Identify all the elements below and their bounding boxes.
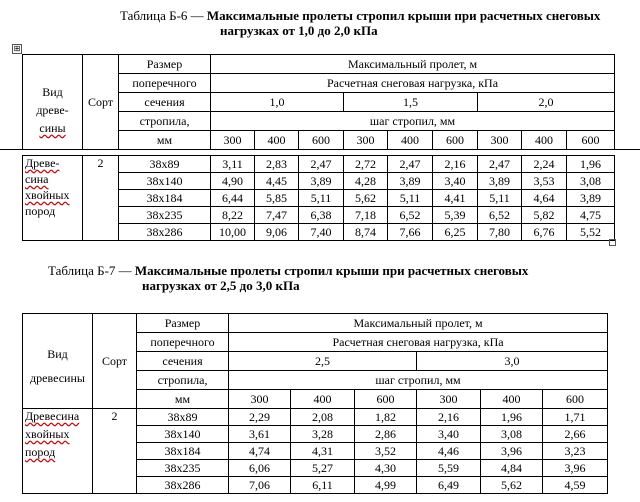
size-cell: 38х235	[137, 460, 229, 477]
span-value-cell: 9,06	[255, 224, 299, 241]
size-header-line: сечения	[119, 93, 211, 112]
step-header: шаг стропил, мм	[211, 112, 615, 131]
grade-cell: 2	[93, 409, 137, 494]
span-value-cell: 3,40	[417, 426, 481, 443]
spacing-header: 300	[229, 390, 291, 409]
span-value-cell: 3,96	[543, 460, 608, 477]
species-header	[23, 55, 83, 150]
span-value-cell: 5,59	[417, 460, 481, 477]
size-cell: 38х89	[119, 156, 211, 173]
span-value-cell: 6,11	[291, 477, 355, 494]
span-value-cell: 6,06	[229, 460, 291, 477]
span-value-cell: 1,96	[481, 409, 543, 426]
span-value-cell: 5,27	[291, 460, 355, 477]
spacing-header: 300	[417, 390, 481, 409]
load-header: 2,0	[478, 93, 615, 112]
span-value-cell: 4,46	[417, 443, 481, 460]
table-end-mark	[609, 239, 616, 246]
size-cell: 38х286	[119, 224, 211, 241]
size-header-line: поперечного	[137, 333, 229, 352]
table1-body	[22, 155, 615, 241]
table2-title-text: Максимальные пролеты стропил крыши при расчетных снеговых	[134, 263, 529, 278]
span-value-cell: 7,47	[255, 207, 299, 224]
span-value-cell: 6,76	[522, 224, 567, 241]
span-value-cell: 4,90	[211, 173, 255, 190]
size-cell: 38х89	[137, 409, 229, 426]
span-value-cell: 2,47	[299, 156, 344, 173]
species-cell	[23, 409, 93, 494]
species-header	[23, 314, 93, 409]
size-header-line: стропила,	[137, 371, 229, 390]
spacing-header: 400	[481, 390, 543, 409]
span-value-cell: 5,52	[567, 224, 615, 241]
span-value-cell: 4,75	[567, 207, 615, 224]
species-cell	[23, 156, 83, 241]
span-value-cell: 7,80	[478, 224, 522, 241]
spacing-header: 600	[543, 390, 608, 409]
span-value-cell: 6,44	[211, 190, 255, 207]
span-value-cell: 4,41	[433, 190, 478, 207]
grade-header-text: Сорт	[87, 95, 114, 109]
span-value-cell: 2,16	[433, 156, 478, 173]
span-value-cell: 2,72	[344, 156, 388, 173]
spacing-header: 400	[522, 131, 567, 150]
span-value-cell: 5,62	[344, 190, 388, 207]
size-header-line: Размер	[137, 314, 229, 333]
table2	[22, 313, 608, 494]
species-header-line: древе-	[36, 103, 69, 117]
step-header: шаг стропил, мм	[229, 371, 608, 390]
species-line: Древе-	[25, 156, 60, 170]
span-value-cell: 5,39	[433, 207, 478, 224]
table1-title-cont-text: нагрузках от 1,0 до 2,0 кПа	[220, 23, 378, 38]
span-value-cell: 4,28	[344, 173, 388, 190]
span-value-cell: 6,25	[433, 224, 478, 241]
span-value-cell: 3,08	[567, 173, 615, 190]
species-line: Древесина	[25, 409, 80, 423]
span-value-cell: 4,30	[355, 460, 417, 477]
grade-header	[93, 314, 137, 409]
size-header-line: мм	[119, 131, 211, 150]
span-value-cell: 5,11	[478, 190, 522, 207]
span-value-cell: 3,23	[543, 443, 608, 460]
spacing-header: 300	[478, 131, 522, 150]
span-value-cell: 2,66	[543, 426, 608, 443]
spacing-header: 600	[433, 131, 478, 150]
max-span-header: Максимальный пролет, м	[211, 55, 615, 74]
table1-title-cont	[120, 23, 600, 38]
span-value-cell: 5,11	[299, 190, 344, 207]
table1-title-label: Таблица Б-6 —	[120, 8, 204, 23]
span-value-cell: 1,82	[355, 409, 417, 426]
size-cell: 38х235	[119, 207, 211, 224]
spacing-header: 400	[291, 390, 355, 409]
span-value-cell: 3,61	[229, 426, 291, 443]
span-value-cell: 3,96	[481, 443, 543, 460]
span-value-cell: 7,06	[229, 477, 291, 494]
size-header-line: поперечного	[119, 74, 211, 93]
span-value-cell: 5,11	[388, 190, 433, 207]
species-header-line: Вид	[42, 85, 63, 99]
span-value-cell: 4,31	[291, 443, 355, 460]
span-value-cell: 2,29	[229, 409, 291, 426]
snow-load-header: Расчетная снеговая нагрузка, кПа	[229, 333, 608, 352]
snow-load-header: Расчетная снеговая нагрузка, кПа	[211, 74, 615, 93]
table2-title-cont	[48, 278, 528, 293]
span-value-cell: 4,64	[522, 190, 567, 207]
span-value-cell: 3,11	[211, 156, 255, 173]
span-value-cell: 6,49	[417, 477, 481, 494]
species-line: сина	[25, 172, 49, 186]
load-header: 1,5	[344, 93, 478, 112]
span-value-cell: 7,40	[299, 224, 344, 241]
table2-title	[48, 263, 528, 293]
span-value-cell: 6,52	[388, 207, 433, 224]
size-cell: 38х140	[119, 173, 211, 190]
span-value-cell: 4,45	[255, 173, 299, 190]
span-value-cell: 3,08	[481, 426, 543, 443]
species-line: хвойных	[25, 188, 70, 202]
load-header: 2,5	[229, 352, 417, 371]
span-value-cell: 7,66	[388, 224, 433, 241]
grade-cell: 2	[83, 156, 119, 241]
table-row	[23, 156, 615, 173]
span-value-cell: 3,89	[299, 173, 344, 190]
span-value-cell: 2,24	[522, 156, 567, 173]
span-value-cell: 1,96	[567, 156, 615, 173]
span-value-cell: 4,74	[229, 443, 291, 460]
span-value-cell: 8,22	[211, 207, 255, 224]
size-cell: 38х140	[137, 426, 229, 443]
span-value-cell: 6,52	[478, 207, 522, 224]
span-value-cell: 5,62	[481, 477, 543, 494]
move-handle-icon[interactable]: ⊞	[13, 44, 21, 53]
max-span-header: Максимальный пролет, м	[229, 314, 608, 333]
span-value-cell: 1,71	[543, 409, 608, 426]
page-break-line	[0, 149, 640, 150]
span-value-cell: 5,82	[522, 207, 567, 224]
spacing-header: 400	[388, 131, 433, 150]
span-value-cell: 2,08	[291, 409, 355, 426]
span-value-cell: 5,85	[255, 190, 299, 207]
species-header-line: Вид	[47, 347, 68, 361]
span-value-cell: 4,99	[355, 477, 417, 494]
spacing-header: 600	[355, 390, 417, 409]
span-value-cell: 3,89	[478, 173, 522, 190]
size-cell: 38х184	[119, 190, 211, 207]
size-header-line: стропила,	[119, 112, 211, 131]
table1-title	[120, 8, 600, 38]
spacing-header: 600	[567, 131, 615, 150]
span-value-cell: 3,40	[433, 173, 478, 190]
species-header-line: сины	[39, 121, 66, 135]
spacing-header: 300	[211, 131, 255, 150]
size-header-line: Размер	[119, 55, 211, 74]
span-value-cell: 3,89	[567, 190, 615, 207]
grade-header-text: Сорт	[101, 354, 128, 368]
load-header: 3,0	[417, 352, 608, 371]
table1-title-text: Максимальные пролеты стропил крыши при расчетных снеговых	[206, 8, 601, 23]
span-value-cell: 2,83	[255, 156, 299, 173]
span-value-cell: 3,89	[388, 173, 433, 190]
size-cell: 38х184	[137, 443, 229, 460]
span-value-cell: 7,18	[344, 207, 388, 224]
table2-title-cont-text: нагрузках от 2,5 до 3,0 кПа	[142, 278, 300, 293]
span-value-cell: 2,16	[417, 409, 481, 426]
spacing-header: 300	[344, 131, 388, 150]
span-value-cell: 2,47	[388, 156, 433, 173]
species-line: пород	[25, 445, 56, 459]
size-cell: 38х286	[137, 477, 229, 494]
span-value-cell: 4,84	[481, 460, 543, 477]
span-value-cell: 8,74	[344, 224, 388, 241]
span-value-cell: 2,86	[355, 426, 417, 443]
span-value-cell: 3,52	[355, 443, 417, 460]
size-header-line: сечения	[137, 352, 229, 371]
table1-header	[22, 54, 615, 150]
species-line: пород	[25, 204, 56, 218]
span-value-cell: 3,53	[522, 173, 567, 190]
size-header-line: мм	[137, 390, 229, 409]
table-row	[23, 409, 608, 426]
span-value-cell: 6,38	[299, 207, 344, 224]
spacing-header: 600	[299, 131, 344, 150]
span-value-cell: 3,28	[291, 426, 355, 443]
span-value-cell: 4,59	[543, 477, 608, 494]
species-line: хвойных	[25, 427, 70, 441]
load-header: 1,0	[211, 93, 344, 112]
grade-header	[83, 55, 119, 150]
span-value-cell: 10,00	[211, 224, 255, 241]
spacing-header: 400	[255, 131, 299, 150]
table2-title-label: Таблица Б-7 —	[48, 263, 132, 278]
species-header-line: древесины	[30, 371, 85, 385]
span-value-cell: 2,47	[478, 156, 522, 173]
